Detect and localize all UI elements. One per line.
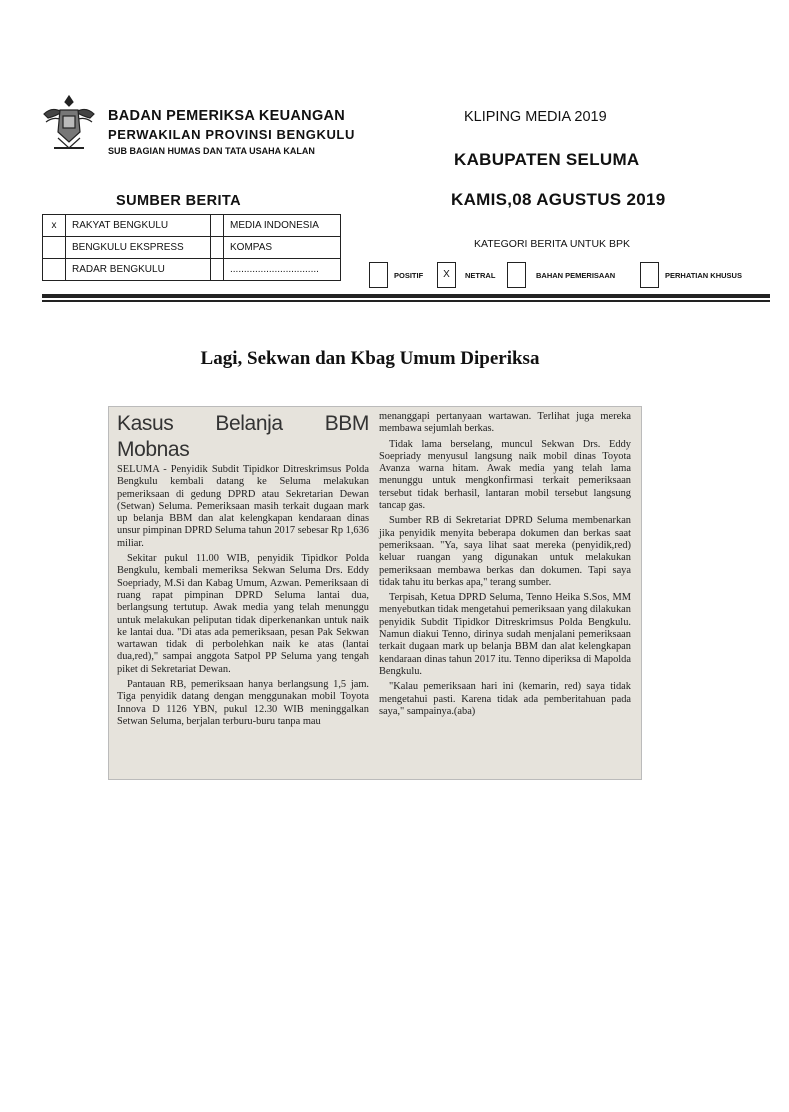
org-name: BADAN PEMERIKSA KEUANGAN	[108, 108, 346, 124]
kategori-label-perhatian-khusus: PERHATIAN KHUSUS	[665, 271, 742, 280]
article-paragraph: menanggapi pertanyaan wartawan. Terlihat juga mereka membawa sejumlah berkas.	[379, 411, 631, 435]
sumber-name: RAKYAT BENGKULU	[66, 215, 211, 237]
header-divider	[42, 294, 770, 298]
kategori-checkbox-bahan-pemerisaan	[507, 262, 526, 288]
sumber-checkbox	[211, 215, 224, 237]
article-column-2	[379, 411, 631, 775]
article-paragraph: Terpisah, Ketua DPRD Seluma, Tenno Heika S.Sos, MM menyebutkan tidak mengetahui pemeriksaan yang dilakukan penyidik Subdit Tipidkor Ditreskrimsus Polda Bengkulu. Namun diakui Tenno, dirinya sudah menjalani pemeriksaan terkait dugaan mark up belanja BBM dan alat kelengkapan kendaraan dinas tahun 2017 itu. Tenno diperiksa di Mapolda Bengkulu.	[379, 592, 631, 677]
garuda-emblem-icon	[40, 92, 98, 154]
kategori-label-netral: NETRAL	[465, 271, 496, 280]
header-divider-thin	[42, 300, 770, 302]
article-paragraph: Pantauan RB, pemeriksaan hanya berlangsung 1,5 jam. Tiga penyidik datang dengan menggunakan mobil Toyota Innova D 1126 YBN, pukul 12.30 WIB meninggalkan Setwan Seluma, berjalan terburu-buru tanpa mau	[117, 679, 369, 727]
kategori-checkbox-positif	[369, 262, 388, 288]
kliping-label: KLIPING MEDIA 2019	[464, 109, 607, 125]
article-paragraph: SELUMA - Penyidik Subdit Tipidkor Ditreskrimsus Polda Bengkulu kembali datang ke Seluma melakukan pemeriksaan di gedung DPRD atau Sekretarian Dewan (Setwan) Seluma. Pemeriksaan masih terkait dugaan mark up belanja BBM dan alat kelengkapan kendaraan dinas unsur pimpinan DPRD Seluma tahun 2017 sebesar Rp 1,636 miliar.	[117, 464, 369, 549]
kategori-title: KATEGORI BERITA UNTUK BPK	[474, 238, 630, 250]
kabupaten-title: KABUPATEN SELUMA	[454, 150, 640, 169]
newspaper-clipping	[108, 406, 642, 780]
article-column-1	[117, 411, 369, 775]
article-paragraph: Sekitar pukul 11.00 WIB, penyidik Tipidkor Polda Bengkulu, kembali memeriksa Sekwan Seluma Drs. Eddy Soepriady, M.Si dan Kabag Umum, Azwan. Pemeriksaan di ruang rapat pimpinan DPRD Seluma lantai dua, berlangsung tertutup. Awak media yang telah menunggu untuk melakukan peliputan tidak diperkenankan untuk naik ke lantai dua. "Di atas ada pemeriksaan, pesan Pak Sekwan wartawan tidak di perbolehkan naik ke atas (lantai dua,red)," sampai anggota Satpol PP Seluma yang tengah piket di Sekretariat Dewan.	[117, 553, 369, 675]
article-headline: Lagi, Sekwan dan Kbag Umum Diperiksa	[200, 348, 540, 369]
sumber-row	[43, 259, 341, 281]
sumber-name: RADAR BENGKULU	[66, 259, 211, 281]
sumber-row	[43, 215, 341, 237]
kategori-label-positif: POSITIF	[394, 271, 424, 280]
sumber-berita-title: SUMBER BERITA	[116, 193, 241, 209]
org-branch: PERWAKILAN PROVINSI BENGKULU	[108, 127, 355, 142]
article-kicker: Kasus Belanja BBM Mobnas	[117, 412, 369, 461]
sumber-name: BENGKULU EKSPRESS	[66, 237, 211, 259]
sumber-checkbox	[211, 259, 224, 281]
sumber-checkbox	[43, 237, 66, 259]
article-paragraph: Sumber RB di Sekretariat DPRD Seluma membenarkan jika penyidik menyita beberapa dokumen dan berkas saat pemeriksaan. "Ya, saya lihat saat mereka (penyidik,red) keluar ruangan yang digunakan untuk melakukan pemeriksaan membawa berkas dan dokumen. Tapi saya tidak tahu itu berkas apa," terang sumber.	[379, 515, 631, 588]
kategori-checkbox-perhatian-khusus	[640, 262, 659, 288]
sumber-checkbox	[43, 259, 66, 281]
kategori-checkbox-netral: X	[437, 262, 456, 288]
sumber-checkbox: x	[43, 215, 66, 237]
article-paragraph: Tidak lama berselang, muncul Sekwan Drs. Eddy Soepriady menyusul langsung naik mobil dinas Toyota Avanza warna hitam. Awak media yang telah lama menunggu untuk mengkonfirmasi terkait pemeriksaan tersebut tidak berhasil, lantaran mobil tersebut langsung tancap gas.	[379, 438, 631, 512]
sumber-checkbox	[211, 237, 224, 259]
sumber-name: KOMPAS	[224, 237, 341, 259]
sumber-name: MEDIA INDONESIA	[224, 215, 341, 237]
sumber-name: ................................	[224, 259, 341, 281]
org-subdivision: SUB BAGIAN HUMAS DAN TATA USAHA KALAN	[108, 146, 315, 156]
date-title: KAMIS,08 AGUSTUS 2019	[451, 190, 666, 209]
sumber-berita-table	[42, 214, 341, 281]
article-paragraph: "Kalau pemeriksaan hari ini (kemarin, red) saya tidak mengetahui pasti. Karena tidak ada pemberitahuan pada saya," sampainya.(aba)	[379, 681, 631, 717]
sumber-row	[43, 237, 341, 259]
kategori-label-bahan-pemerisaan: BAHAN PEMERISAAN	[536, 271, 616, 280]
